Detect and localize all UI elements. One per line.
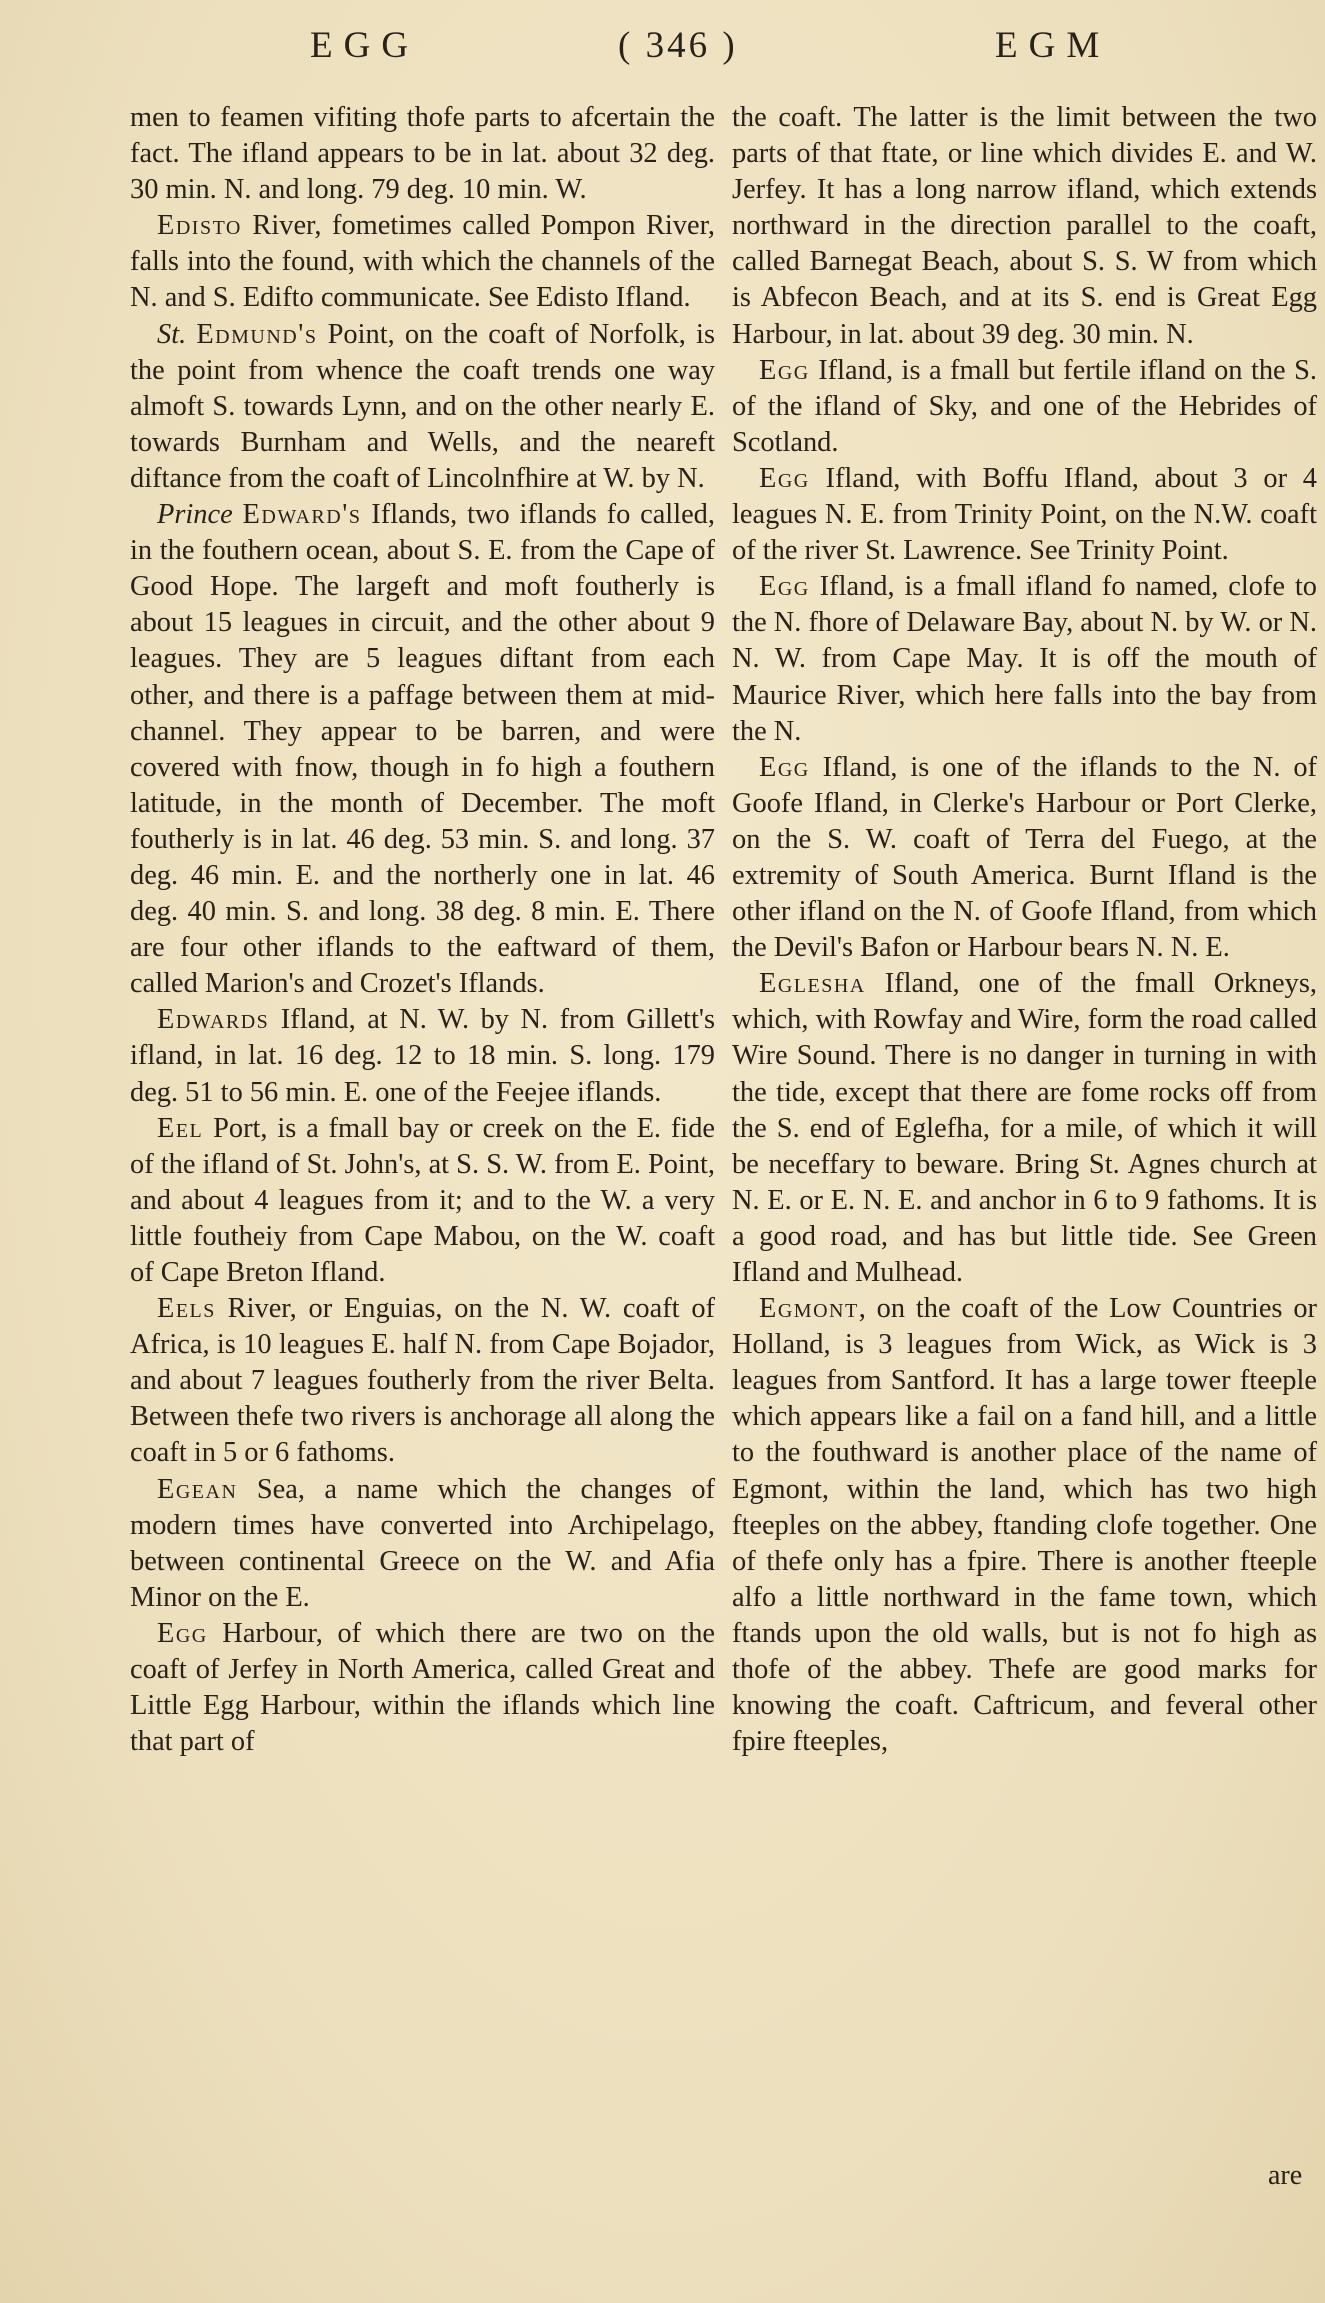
entry-headword: Edmund's — [196, 318, 318, 350]
entry-text: Port, is a fmall bay or creek on the E. fide of the ifland of St. John's, at S. S. W. from E. Point, and about 4 leagues from it; and to the W. a very little foutheiy from Cape Mabou, on the W. coaft of Cape Breton Ifland. — [130, 1112, 715, 1288]
entry-edwards-island — [130, 1002, 715, 1110]
header-right-guideword: EGM — [995, 25, 1111, 66]
entry-eel-port — [130, 1111, 715, 1291]
right-column — [732, 100, 1317, 1760]
entry-text: Point, on the coaft of Norfolk, is the point from whence the coaft trends one way almoft S. towards Lynn, and on the other nearly E. towards Burnham and Wells, and the neareft diftance from the coaft of Lincolnfhire at W. by N. — [130, 318, 715, 494]
entry-egg-harbour — [130, 1616, 715, 1760]
entry-text: River, or Enguias, on the N. W. coaft of Africa, is 10 leagues E. half N. from Cape Bojador, and about 7 leagues foutherly from the river Belta. Between thefe two rivers is anchorage all along the coaft in 5 or 6 fathoms. — [130, 1293, 715, 1469]
entry-egean-sea — [130, 1472, 715, 1616]
entry-headword: Egg — [759, 462, 810, 494]
entry-text: Ifland, one of the fmall Orkneys, which, with Rowfay and Wire, form the road called Wire Sound. There is no danger in turning in with the tide, except that there are fome rocks off from the S. end of Eglefha, for a mile, of which it will be neceffary to beware. Bring St. Agnes church at N. E. or E. N. E. and anchor in 6 to 9 fathoms. It is a good road, and has but little tide. See Green Ifland and Mulhead. — [732, 968, 1317, 1288]
entry-egg-island-sky — [732, 353, 1317, 461]
entry-headword: Egg — [157, 1617, 208, 1649]
entry-headword: Egg — [759, 354, 810, 386]
entry-headword: Egean — [157, 1473, 238, 1505]
continuation-paragraph: the coaft. The latter is the limit between the two parts of that ftate, or line which divides E. and W. Jerfey. It has a long narrow ifland, which extends northward in the direction parallel to the coaft, called Barnegat Beach, about S. S. W from which is Abfecon Beach, and at its S. end is Great Egg Harbour, in lat. about 39 deg. 30 min. N. — [732, 102, 1317, 350]
entry-edisto-river — [130, 208, 715, 316]
entry-headword: Edward's — [242, 499, 362, 531]
catchword: are — [1268, 2160, 1303, 2191]
entry-headword: Egmont — [759, 1293, 859, 1325]
entry-st-edmunds-point — [130, 317, 715, 497]
entry-egg-island-st-lawrence — [732, 461, 1317, 569]
entry-text: Ifland, at N. W. by N. from Gillett's ifland, in lat. 16 deg. 12 to 18 min. S. long. 179 deg. 51 to 56 min. E. one of the Feejee iflands. — [130, 1004, 715, 1108]
entry-headword: Egg — [759, 571, 810, 603]
entry-headword: Eels — [157, 1293, 216, 1325]
left-column — [130, 100, 715, 1760]
entry-text: Ifland, with Boffu Ifland, about 3 or 4 leagues N. E. from Trinity Point, on the N.W. coaft of the river St. Lawrence. See Trinity Point. — [732, 462, 1317, 567]
entry-text: Sea, a name which the changes of modern times have converted into Archipelago, between continental Greece on the W. and Afia Minor on the E. — [130, 1473, 715, 1613]
entry-headword: Edwards — [157, 1004, 270, 1036]
entry-headword: Edisto — [157, 210, 242, 242]
entry-text: Ifland, is one of the iflands to the N. of Goofe Ifland, in Clerke's Harbour or Port Clerke, on the S. W. coaft of Terra del Fuego, at the extremity of South America. Burnt Ifland is the other ifland on the N. of Goofe Ifland, from which the Devil's Bafon or Harbour bears N. N. E. — [732, 751, 1317, 964]
entry-egg-island-fuego — [732, 750, 1317, 967]
entry-text: Ifland, is a fmall but fertile ifland on the S. of the ifland of Sky, and one of the Hebrides of Scotland. — [732, 354, 1317, 458]
entry-text: Iflands, two iflands fo called, in the fouthern ocean, about S. E. from the Cape of Good Hope. The largeft and moft foutherly is about 15 leagues in circuit, and the other about 9 leagues. They are 5 leagues diftant from each other, and there is a paffage between them at mid-channel. They appear to be barren, and were covered with fnow, though in fo high a fouthern latitude, in the month of December. The moft foutherly is in lat. 46 deg. 53 min. S. and long. 37 deg. 46 min. E. and the northerly one in lat. 46 deg. 40 min. S. and long. 38 deg. 8 min. E. There are four other iflands to the eaftward of them, called Marion's and Crozet's Iflands. — [130, 499, 715, 1000]
entry-headword: Eel — [157, 1112, 204, 1144]
entry-prince-edwards-islands — [130, 497, 715, 1002]
entry-text: , on the coaft of the Low Countries or Holland, is 3 leagues from Wick, as Wick is 3 leagues from Santford. It has a large tower fteeple which appears like a fail on a fand hill, and a little to the fouthward is another place of the name of Egmont, within the land, which has two high fteeples on the abbey, ftanding clofe together. One of thefe only has a fpire. There is another fteeple alfo a little northward in the fame town, which ftands upon the old walls, but is not fo high as thofe of the abbey. Thefe are good marks for knowing the coaft. Caftricum, and feveral other fpire fteeples, — [732, 1293, 1317, 1758]
entry-headword: Eglesha — [759, 968, 866, 1000]
entry-text: River, fometimes called Pompon River, falls into the found, with which the channels of the N. and S. Edifto communicate. See Edisto Ifland. — [130, 210, 715, 314]
entry-egg-island-delaware — [732, 569, 1317, 749]
entry-prefix: St. — [157, 318, 187, 350]
running-header — [0, 20, 1325, 80]
entry-text: Harbour, of which there are two on the coaft of Jerfey in North America, called Great and Little Egg Harbour, within the iflands which line that part of — [130, 1617, 715, 1758]
page-number: ( 346 ) — [618, 25, 738, 66]
entry-text: Ifland, is a fmall ifland fo named, clofe to the N. fhore of Delaware Bay, about N. by W. or N. N. W. from Cape May. It is off the mouth of Maurice River, which here falls into the bay from the N. — [732, 571, 1317, 747]
entry-eglesha-island — [732, 966, 1317, 1291]
header-left-guideword: EGG — [310, 25, 420, 66]
continuation-paragraph: men to feamen vifiting thofe parts to afcertain the fact. The ifland appears to be in lat. about 32 deg. 30 min. N. and long. 79 deg. 10 min. W. — [130, 102, 715, 206]
entry-egmont — [732, 1291, 1317, 1760]
entry-eels-river — [130, 1291, 715, 1471]
entry-headword: Egg — [759, 751, 810, 783]
entry-prefix: Prince — [157, 499, 233, 531]
